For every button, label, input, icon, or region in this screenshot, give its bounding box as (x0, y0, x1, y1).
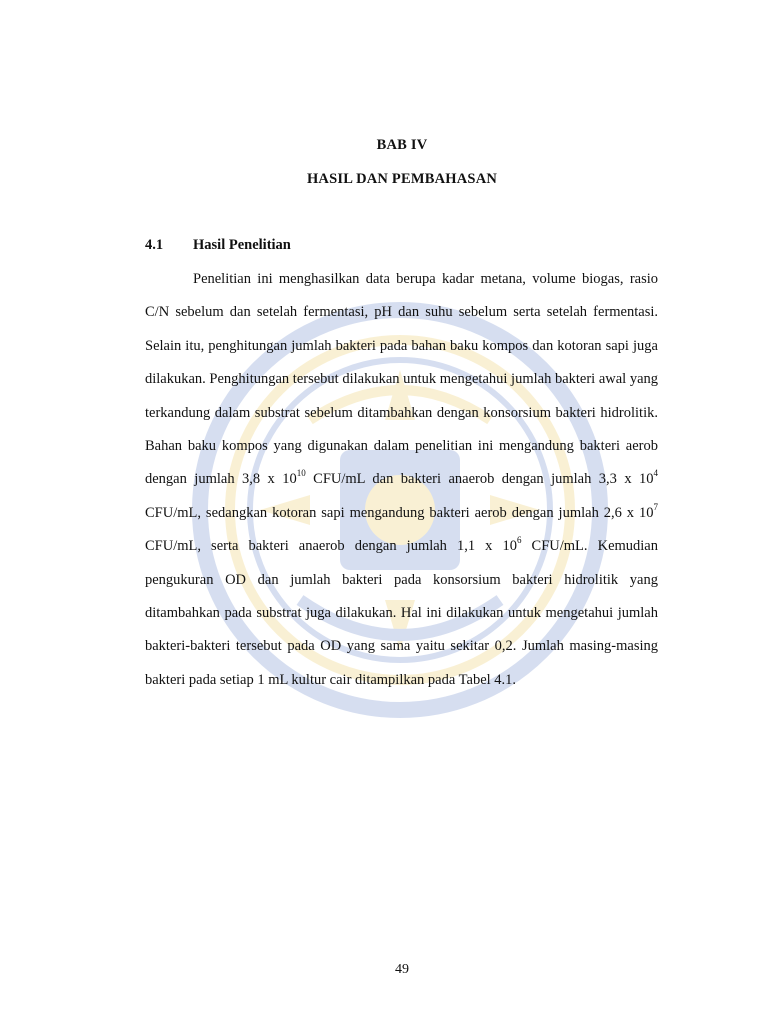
exponent-2: 4 (653, 468, 658, 479)
paragraph-text-1: Penelitian ini menghasilkan data berupa kadar metana, volume biogas, rasio C/N sebelum dan setelah fermentasi, pH dan suhu sebelum serta setelah fermentasi. Selain itu, penghitungan jumlah bakteri pada bahan baku kompos dan kotoran sapi juga dilakukan. Penghitungan tersebut dilakukan untuk mengetahui jumlah bakteri awal yang terkandung dalam substrat sebelum ditambahkan dengan konsorsium bakteri hidrolitik. Bahan baku kompos yang digunakan dalam penelitian ini mengandung bakteri aerob dengan jumlah 3,8 x 10 (145, 271, 659, 488)
paragraph-text-5: CFU/mL. Kemudian pengukuran OD dan jumlah bakteri pada konsorsium bakteri hidrolitik yang ditambahkan pada substrat juga dilakukan. Hal ini dilakukan untuk mengetahui jumlah bakteri-bakteri tersebut pada OD yang sama yaitu sekitar 0,2. Jumlah masing-masing bakteri pada setiap 1 mL kultur cair ditampilkan pada Tabel 4.1. (145, 538, 658, 688)
page-number: 49 (395, 962, 409, 977)
paragraph-text-2: CFU/mL dan bakteri anaerob dengan jumlah 3,3 x 10 (305, 471, 654, 488)
paragraph-text-4: CFU/mL, serta bakteri anaerob dengan jumlah 1,1 x 10 (145, 538, 517, 555)
paragraph (145, 263, 658, 697)
section-title: Hasil Penelitian (193, 237, 291, 253)
section-heading (145, 237, 291, 254)
section-number: 4.1 (145, 237, 164, 253)
chapter-number: BAB IV (376, 137, 428, 153)
chapter-title: HASIL DAN PEMBAHASAN (306, 171, 498, 187)
paragraph-text-3: CFU/mL, sedangkan kotoran sapi mengandung bakteri aerob dengan jumlah 2,6 x 10 (145, 504, 654, 521)
exponent-4: 6 (516, 535, 522, 546)
exponent-1: 10 (296, 468, 306, 479)
body-text (145, 263, 658, 697)
exponent-3: 7 (653, 501, 658, 512)
